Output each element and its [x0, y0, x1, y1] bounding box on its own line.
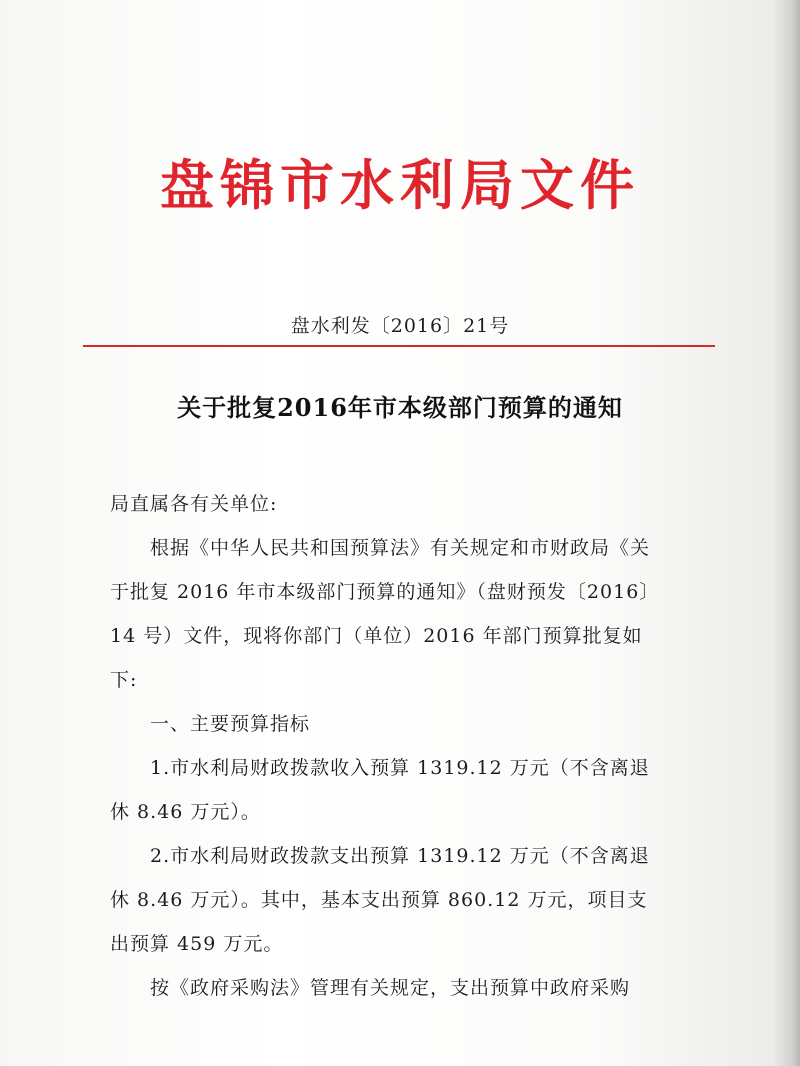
page-edge-shadow: [772, 0, 800, 1066]
section-heading: 一、主要预算指标: [110, 713, 311, 735]
body-line: 14 号）文件，现将你部门（单位）2016 年部门预算批复如: [110, 625, 643, 647]
body-line: 出预算 459 万元。: [110, 933, 284, 955]
body-line: 于批复 2016 年市本级部门预算的通知》（盘财预发〔2016〕: [110, 581, 660, 603]
document-number: 盘水利发〔2016〕21号: [290, 315, 510, 337]
salutation: 局直属各有关单位:: [110, 493, 278, 515]
document-header-title: 盘锦市水利局文件: [160, 153, 640, 217]
body-line: 根据《中华人民共和国预算法》有关规定和市财政局《关: [110, 537, 651, 559]
document-heading: 关于批复2016年市本级部门预算的通知: [177, 393, 623, 422]
body-line: 休 8.46 万元）。: [110, 801, 261, 823]
body-line: 2.市水利局财政拨款支出预算 1319.12 万元（不含离退: [110, 845, 650, 867]
body-line: 休 8.46 万元）。其中，基本支出预算 860.12 万元，项目支: [110, 889, 648, 911]
body-line: 1.市水利局财政拨款收入预算 1319.12 万元（不含离退: [110, 757, 650, 779]
body-line: 按《政府采购法》管理有关规定，支出预算中政府采购: [110, 977, 631, 999]
body-line: 下:: [110, 669, 138, 691]
header-divider: [83, 345, 715, 347]
